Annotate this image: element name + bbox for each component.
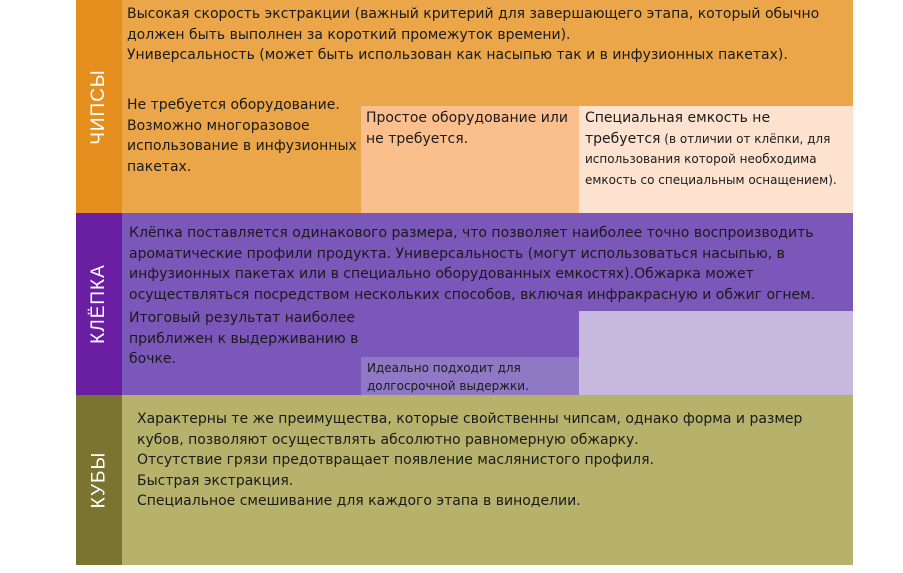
staves-main-text: Клёпка поставляется одинакового размера, что позволяет наиболее точно воспроизводить ароматические профили продукта. Универсальность (могут использоваться насыпью, в инфузионных пакетах или в специально оборудованных емкостях).Обжарка может осуществляться посредством нескольких способов, включая инфракрасную и обжиг огнем. (129, 225, 816, 303)
chips-label: ЧИПСЫ (88, 68, 109, 145)
chips-cell3-note: (в отличии от клёпки, для использования которой необходима емкость со специальным оснащением). (585, 131, 837, 187)
cubes-label-cell (76, 395, 122, 565)
staves-label-cell (76, 213, 122, 395)
staves-cell2-text: Идеально подходит для долгосрочной выдержки. (367, 361, 529, 393)
cubes-main-text (137, 409, 847, 512)
staves-right-cell (579, 311, 853, 395)
staves-label: КЛЁПКА (88, 264, 109, 344)
cubes-same-advantages: Характерны те же преимущества, которые свойственны чипсам, однако форма и размер кубов, позволяют осуществлять абсолютно равномерную обжарку. (137, 411, 803, 448)
chips-versatility: Универсальность (может быть использован как насыпью так и в инфузионных пакетах). (127, 47, 788, 63)
cubes-special-blend: Специальное смешивание для каждого этапа в виноделии. (137, 493, 581, 509)
chips-extraction-speed: Высокая скорость экстракции (важный критерий для завершающего этапа, который обычно должен быть выполнен за короткий промежуток времени). (127, 6, 820, 43)
staves-cell1-text: Итоговый результат наиболее приближен к выдерживанию в бочке. (129, 310, 359, 367)
cubes-label: КУБЫ (88, 451, 110, 509)
cubes-no-dirt: Отсутствие грязи предотвращает появление маслянистого профиля. (137, 452, 655, 468)
chips-main-text (127, 4, 849, 66)
chips-cell3-main: Специальная емкость не требуется (585, 110, 771, 147)
cubes-fast-extraction: Быстрая экстракция. (137, 472, 294, 489)
chips-cell1-text: Не требуется оборудование. Возможно многоразовое использование в инфузионных пакетах. (127, 97, 357, 175)
chips-label-cell (76, 0, 122, 213)
chips-cell3-text (585, 108, 847, 190)
chips-cell2-text: Простое оборудование или не требуется. (366, 110, 568, 147)
